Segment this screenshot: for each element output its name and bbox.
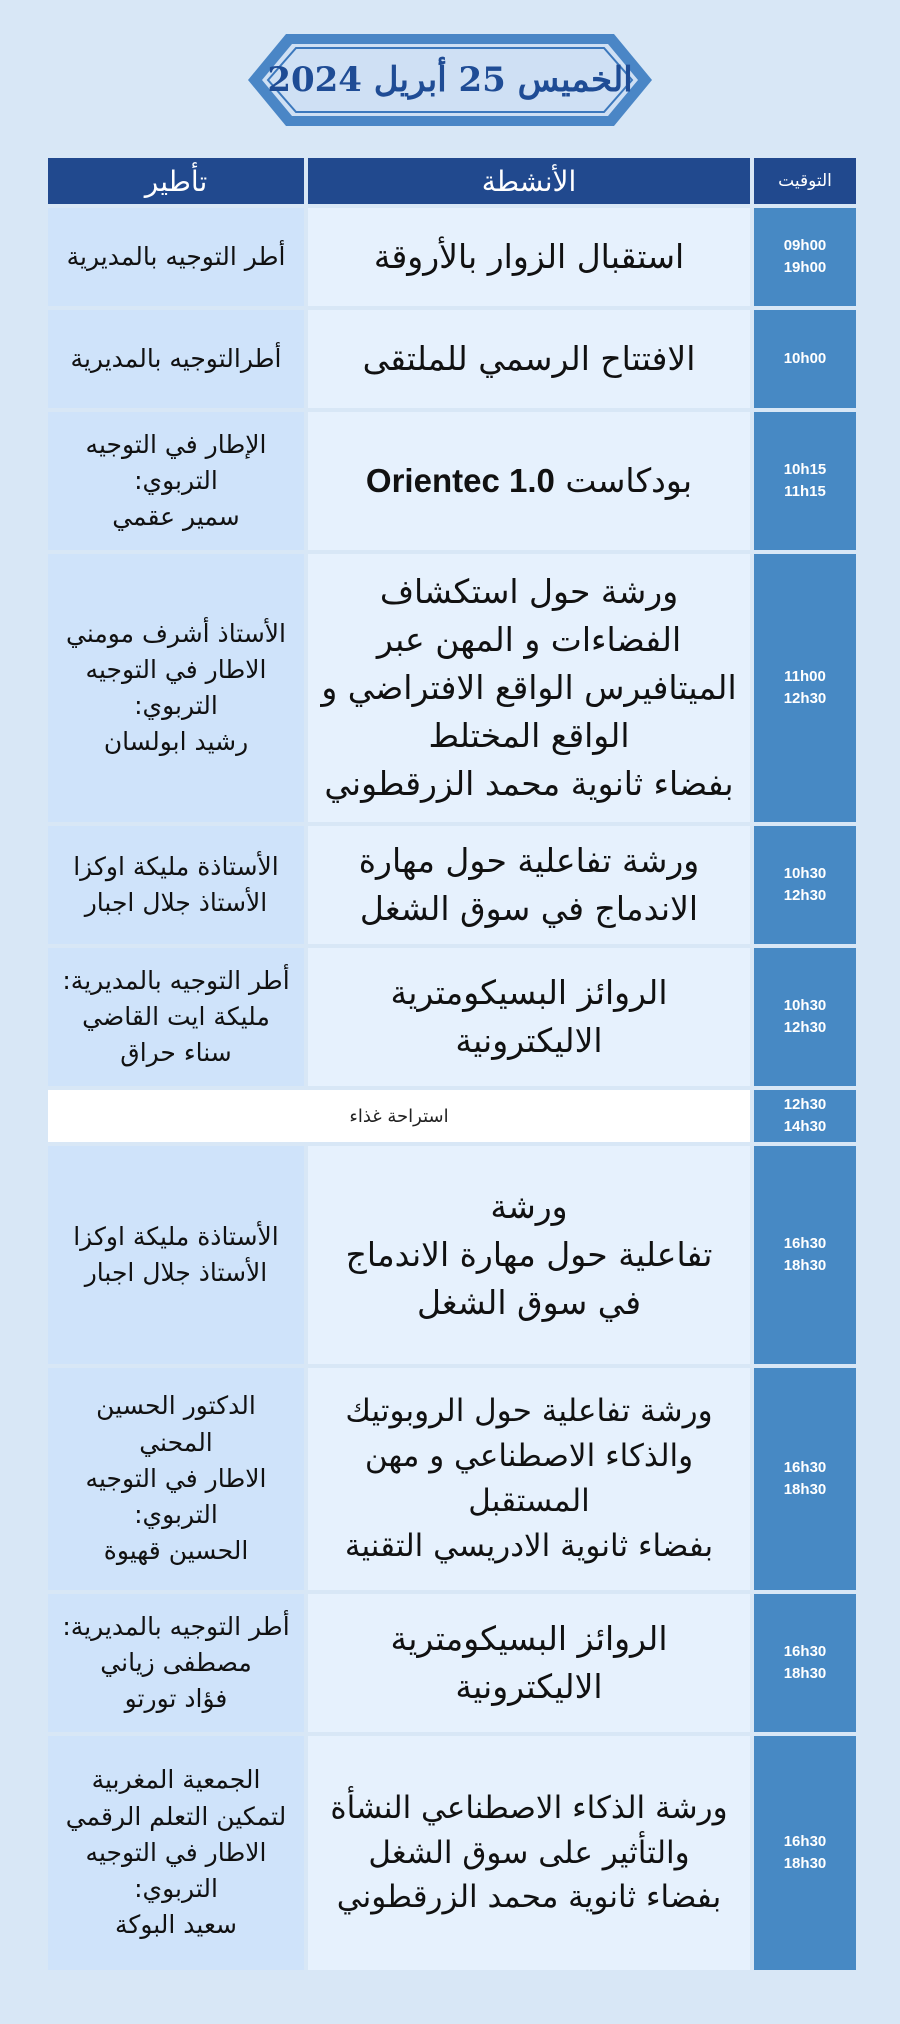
- organizer-cell: الإطار في التوجيه التربوي: سمير عقمي: [48, 412, 304, 550]
- organizer-cell: الأستاذة مليكة اوكزا الأستاذ جلال اجبار: [48, 826, 304, 944]
- time-cell: 09h00 19h00: [754, 208, 856, 306]
- activity-cell: ورشة تفاعلية حول مهارة الاندماج في سوق الشغل: [308, 826, 750, 944]
- organizer-cell: أطر التوجيه بالمديرية: مصطفى زياني فؤاد تورتو: [48, 1594, 304, 1732]
- schedule-table: [48, 158, 854, 1970]
- activity-cell: ورشة تفاعلية حول مهارة الاندماج في سوق الشغل: [308, 1146, 750, 1364]
- date-banner: [248, 34, 652, 126]
- organizer-cell: أطر التوجيه بالمديرية: [48, 208, 304, 306]
- organizer-cell: الأستاذ أشرف مومني الاطار في التوجيه التربوي: رشيد ابولسان: [48, 554, 304, 822]
- time-cell: 16h30 18h30: [754, 1736, 856, 1970]
- time-cell: 10h15 11h15: [754, 412, 856, 550]
- time-cell: 12h30 14h30: [754, 1090, 856, 1142]
- time-cell: 10h30 12h30: [754, 826, 856, 944]
- time-cell: 10h30 12h30: [754, 948, 856, 1086]
- organizer-cell: أطر التوجيه بالمديرية: [48, 310, 304, 408]
- activity-podcast-title: Orientec 1.0: [365, 462, 555, 500]
- activity-cell: الروائز البسيكومترية الاليكترونية: [308, 948, 750, 1086]
- activity-cell: ورشة تفاعلية حول الروبوتيك والذكاء الاصطناعي و مهن المستقبل بفضاء ثانوية الادريسي التقنية: [308, 1368, 750, 1590]
- activity-cell: [308, 412, 750, 550]
- header-activities: الأنشطة: [308, 158, 750, 204]
- time-cell: 16h30 18h30: [754, 1146, 856, 1364]
- header-time: التوقيت: [754, 158, 856, 204]
- lunch-break-cell: استراحة غذاء: [48, 1090, 750, 1142]
- time-cell: 16h30 18h30: [754, 1368, 856, 1590]
- organizer-cell: الدكتور الحسين المحني الاطار في التوجيه التربوي: الحسين قهيوة: [48, 1368, 304, 1590]
- header-organizer: تأطير: [48, 158, 304, 204]
- banner-title: الخميس 25 أبريل 2024: [267, 60, 633, 100]
- time-cell: 10h00: [754, 310, 856, 408]
- organizer-cell: أطر التوجيه بالمديرية: مليكة ايت القاضي سناء حراق: [48, 948, 304, 1086]
- activity-cell: ورشة حول استكشاف الفضاءات و المهن عبر الميتافيرس الواقع الافتراضي و الواقع المختلط بفضاء ثانوية محمد الزرقطوني: [308, 554, 750, 822]
- activity-cell: استقبال الزوار بالأروقة: [308, 208, 750, 306]
- activity-cell: الافتتاح الرسمي للملتقى: [308, 310, 750, 408]
- activity-cell: ورشة الذكاء الاصطناعي النشأة والتأثير على سوق الشغل بفضاء ثانوية محمد الزرقطوني: [308, 1736, 750, 1970]
- activity-podcast-prefix: بودكاست: [565, 461, 693, 501]
- organizer-cell: الأستاذة مليكة اوكزا الأستاذ جلال اجبار: [48, 1146, 304, 1364]
- time-cell: 16h30 18h30: [754, 1594, 856, 1732]
- activity-cell: الروائز البسيكومترية الاليكترونية: [308, 1594, 750, 1732]
- time-cell: 11h00 12h30: [754, 554, 856, 822]
- organizer-cell: الجمعية المغربية لتمكين التعلم الرقمي الاطار في التوجيه التربوي: سعيد البوكة: [48, 1736, 304, 1970]
